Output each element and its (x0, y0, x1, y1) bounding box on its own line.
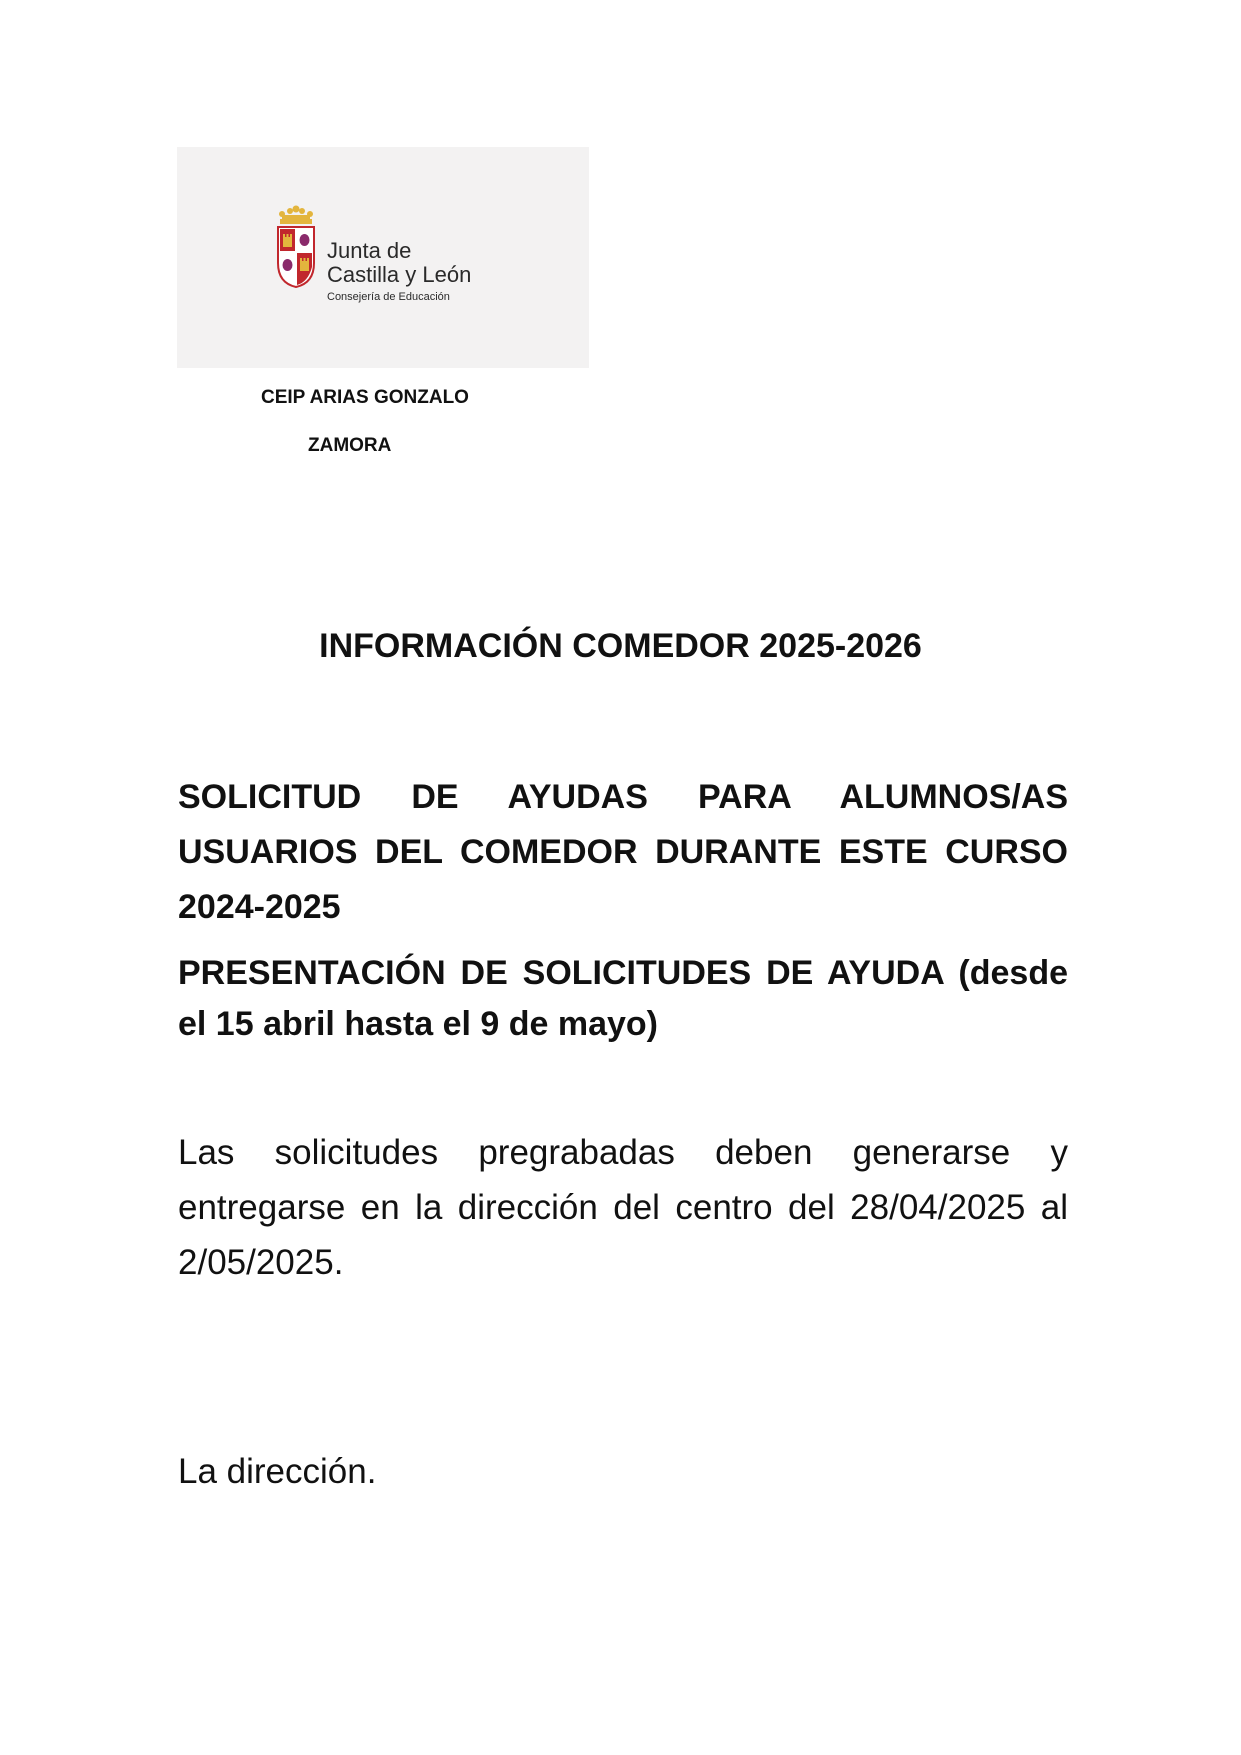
logo-box (177, 147, 589, 368)
body-paragraph: Las solicitudes pregrabadas deben generarse y entregarse en la dirección del centro del 28/04/2025 al 2/05/2025. (178, 1133, 1068, 1282)
logo-line-2: Castilla y León (327, 262, 472, 287)
logo-text (327, 240, 471, 303)
logo-line-3: Consejería de Educación (327, 291, 450, 303)
school-city: ZAMORA (308, 435, 392, 456)
logo-line-1: Junta de (327, 238, 412, 263)
heading-solicitud: SOLICITUD DE AYUDAS PARA ALUMNOS/AS USUARIOS DEL COMEDOR DURANTE ESTE CURSO 2024-2025 (178, 778, 1068, 926)
coat-of-arms-icon (274, 205, 318, 289)
heading-presentacion: PRESENTACIÓN DE SOLICITUDES DE AYUDA (desde el 15 abril hasta el 9 de mayo) (178, 954, 1068, 1043)
school-name: CEIP ARIAS GONZALO (261, 387, 469, 408)
signature: La dirección. (178, 1452, 377, 1491)
document-title: INFORMACIÓN COMEDOR 2025-2026 (319, 627, 922, 665)
